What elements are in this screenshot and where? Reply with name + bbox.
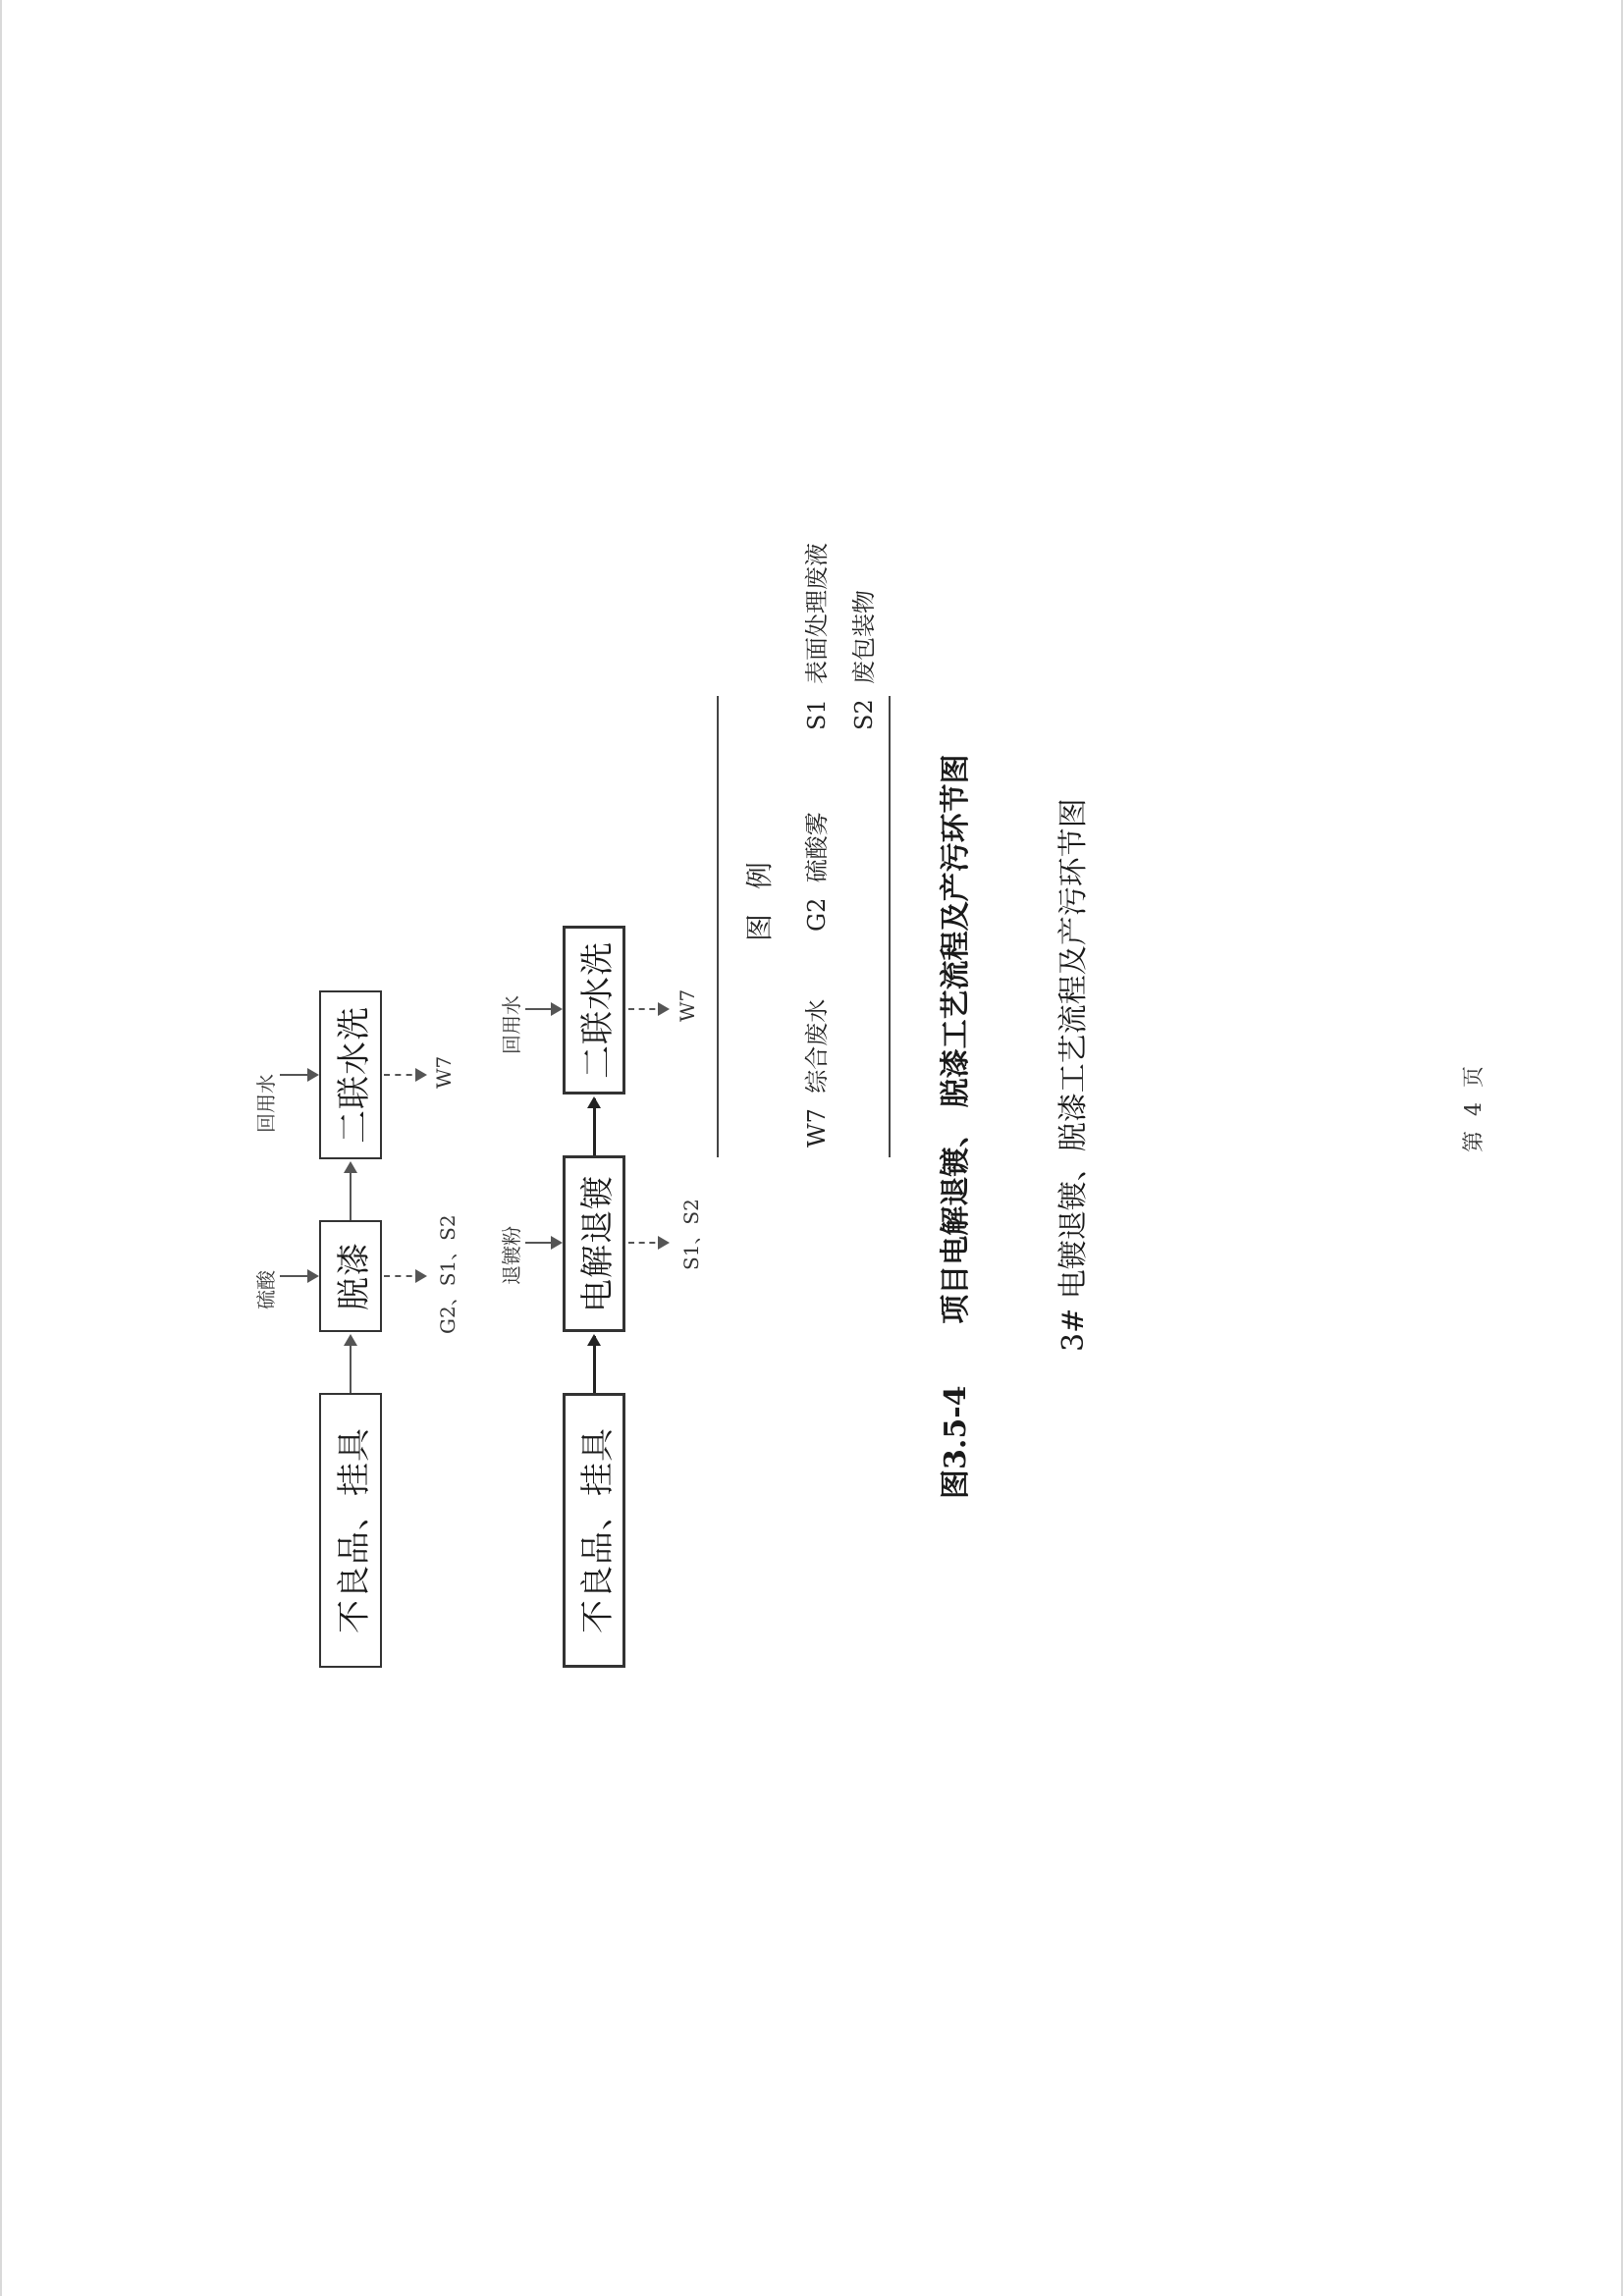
legend-item-g2 [797,812,832,932]
flow1-input-arrow-acid [280,1275,317,1277]
flow2-output-deplate: S1、S2 [679,1199,703,1270]
flow1-step-stripping: 脱漆 [319,1220,382,1332]
flow1-output-arrow-strip [384,1275,423,1277]
flow2-input-arrow-water [525,1008,561,1010]
flow2-arrow-2 [593,1098,596,1155]
figure-subcaption: 3# 电镀退镀、脱漆工艺流程及产污环节图 [1056,798,1091,1352]
flow1-input-arrow-water [280,1074,317,1076]
legend-code: G2 [803,897,831,932]
flow1-output-rinse: W7 [432,1055,456,1089]
legend-label: 硫酸雾 [803,812,831,883]
flow2-step-reject-parts: 不良品、挂具 [563,1393,625,1668]
flow1-input-acid: 硫酸 [254,1270,278,1309]
flow2-input-reuse-water: 回用水 [500,995,523,1054]
flow2-output-rinse: W7 [676,988,699,1022]
legend-label: 废包装物 [850,590,878,685]
legend-code: S2 [850,699,878,730]
flow2-arrow-1 [593,1336,596,1393]
flow2-output-arrow-deplate [628,1242,666,1244]
legend-rule-bottom [889,696,891,1157]
flow2-input-arrow-powder [525,1242,561,1244]
legend-rule-top [717,696,719,1157]
legend-code: S1 [803,699,831,730]
flow2-step-electrolytic-deplating: 电解退镀 [563,1155,625,1332]
legend-label: 表面处理废液 [803,543,831,685]
legend-title: 图 例 [743,854,776,941]
figure-number: 图3.5-4 [939,1385,973,1499]
flow1-arrow-1 [350,1336,352,1393]
flow1-input-reuse-water: 回用水 [254,1074,278,1133]
page-number: 第 4 页 [1462,1062,1487,1152]
flow2-input-deplating-powder: 退镀粉 [500,1226,523,1285]
flow1-output-strip: G2、S1、S2 [436,1214,460,1334]
flow1-arrow-2 [350,1163,352,1220]
flow2-output-arrow-rinse [628,1008,666,1010]
legend-code: W7 [803,1108,831,1148]
flow2-step-rinse: 二联水洗 [563,926,625,1095]
figure-title: 项目电解退镀、 脱漆工艺流程及产污环节图 [939,754,973,1324]
flow1-output-arrow-rinse [384,1074,423,1076]
legend-item-s1 [797,543,832,730]
legend-item-w7 [797,999,832,1148]
flow1-step-rinse: 二联水洗 [319,990,382,1159]
figure-caption [931,754,974,1499]
legend-item-s2 [844,590,879,730]
flow1-step-reject-parts: 不良品、挂具 [319,1393,382,1668]
legend-label: 综合废水 [803,998,831,1094]
